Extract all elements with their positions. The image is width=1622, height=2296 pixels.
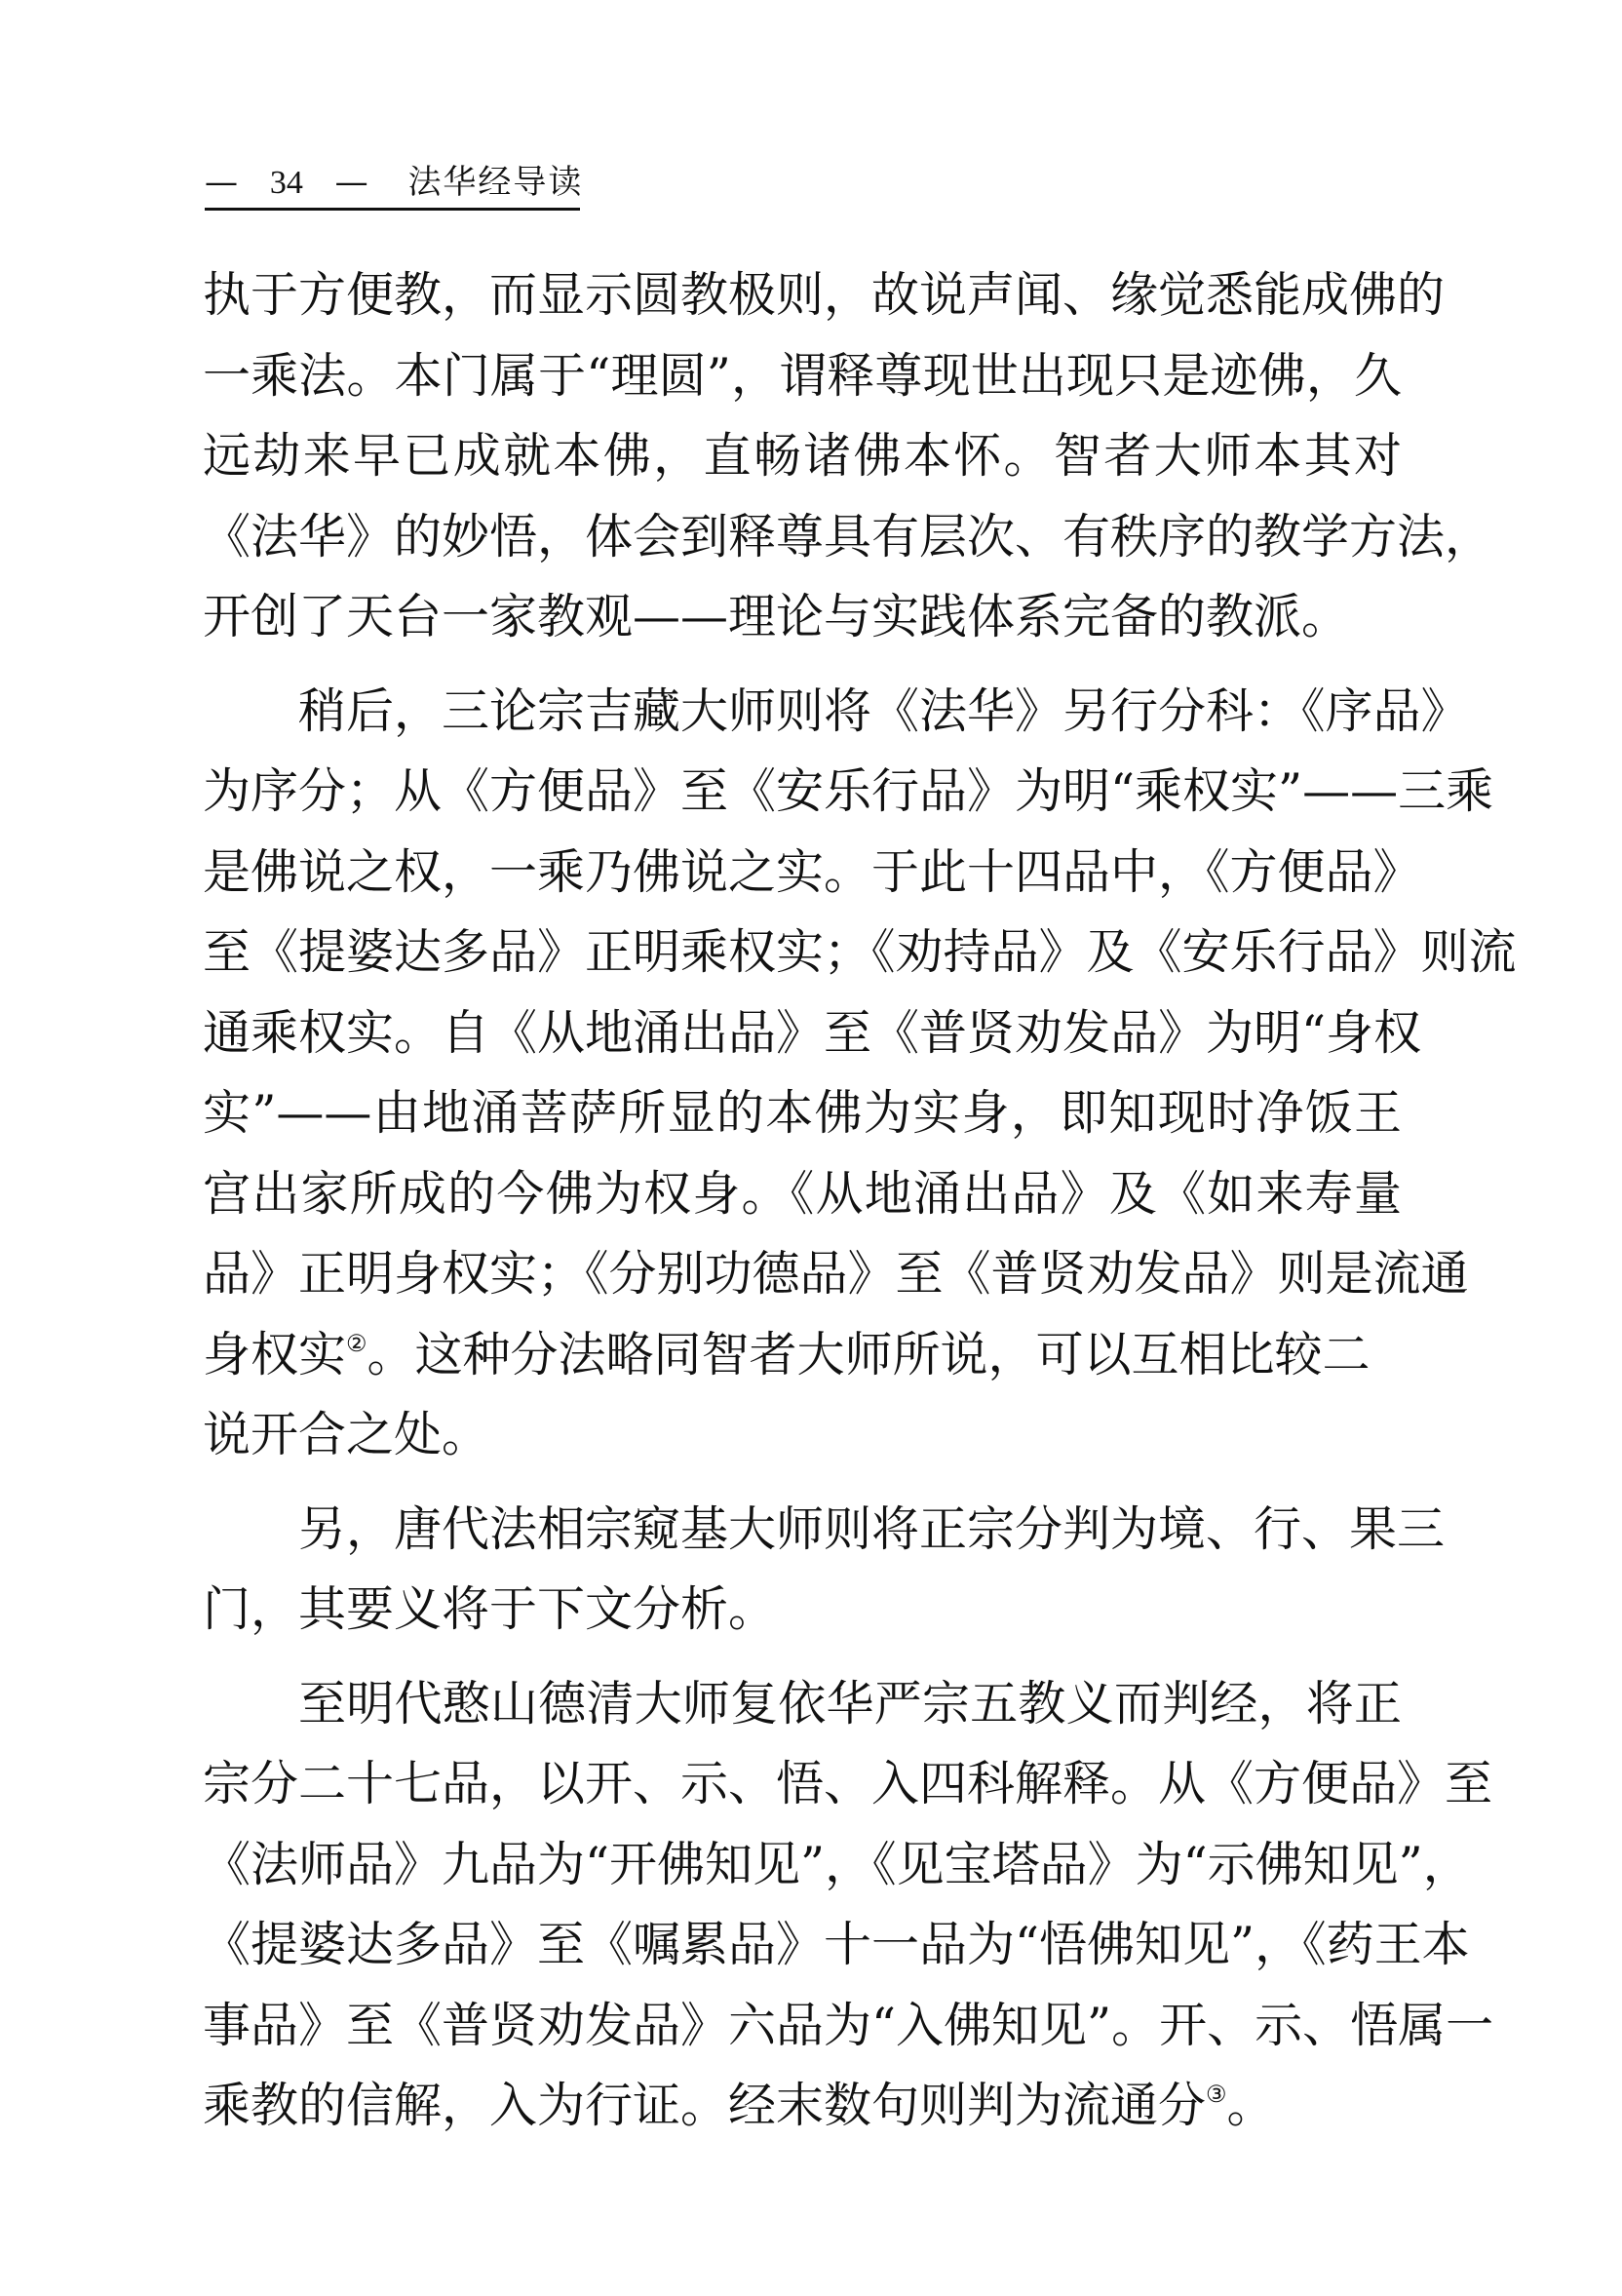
text-line: 另，唐代法相宗窥基大师则将正宗分判为境、行、果三 xyxy=(298,1500,1446,1557)
text-line: 实”——由地涌菩萨所显的本佛为实身，即知现时净饭王 xyxy=(203,1085,1402,1141)
text-line: 宫出家所成的今佛为权身。《从地涌出品》及《如来寿量 xyxy=(203,1165,1402,1222)
text-segment: 身权实 xyxy=(203,1326,347,1382)
text-line: 说开合之处。 xyxy=(203,1407,490,1462)
text-line: 至明代憨山德清大师复依华严宗五教义而判经，将正 xyxy=(298,1675,1402,1732)
text-line: 《法师品》九品为“开佛知见”，《见宝塔品》为“示佛知见”， xyxy=(203,1836,1471,1892)
header-dash-left: — xyxy=(205,163,238,202)
text-line: 门，其要义将于下文分析。 xyxy=(203,1581,777,1637)
book-title: 法华经导读 xyxy=(407,163,584,202)
paragraph-gap xyxy=(203,658,1402,672)
text-segment: 。这种分法略同智者大师所说，可以互相比较二 xyxy=(367,1326,1371,1382)
footnote-marker: ③ xyxy=(1206,2081,1227,2108)
text-line: 远劫来早已成就本佛，直畅诸佛本怀。智者大师本其对 xyxy=(203,428,1402,484)
header-dash-right: — xyxy=(334,163,368,202)
text-line: 事品》至《普贤劝发品》六品为“入佛知见”。开、示、悟属一 xyxy=(203,1997,1494,2053)
text-line: 开创了天台一家教观——理论与实践体系完备的教派。 xyxy=(203,589,1350,644)
text-line: 执于方便教，而显示圆教极则，故说声闻、缘觉悉能成佛的 xyxy=(203,267,1446,323)
text-line: 稍后，三论宗吉藏大师则将《法华》另行分科：《序品》 xyxy=(298,682,1469,739)
page-number: 34 xyxy=(269,165,303,201)
text-line-with-footnote xyxy=(203,2066,1402,2147)
text-line: 宗分二十七品，以开、示、悟、入四科解释。从《方便品》至 xyxy=(203,1756,1493,1811)
paragraph-gap xyxy=(203,1476,1402,1490)
text-line: 品》正明身权实；《分别功德品》至《普贤劝发品》则是流通 xyxy=(203,1246,1469,1302)
paragraph-gap xyxy=(203,1651,1402,1664)
running-header xyxy=(205,161,584,211)
text-line: 通乘权实。自《从地涌出品》至《普贤劝发品》为明“身权 xyxy=(203,1004,1422,1061)
text-segment: 乘教的信解，入为行证。经末数句则判为流通分 xyxy=(203,2078,1207,2133)
footnote-marker: ② xyxy=(346,1329,367,1357)
text-segment: 。 xyxy=(1226,2078,1275,2133)
text-line: 为序分；从《方便品》至《安乐行品》为明“乘权实”——三乘 xyxy=(203,763,1494,819)
text-line: 至《提婆达多品》正明乘权实；《劝持品》及《安乐行品》则流 xyxy=(203,924,1517,980)
text-line: 《提婆达多品》至《嘱累品》十一品为“悟佛知见”，《药王本 xyxy=(203,1917,1470,1972)
text-line: 一乘法。本门属于“理圆”，谓释尊现世出现只是迹佛，久 xyxy=(203,347,1402,404)
text-line-with-footnote xyxy=(203,1315,1402,1396)
body-text xyxy=(203,255,1517,2147)
text-line: 是佛说之权，一乘乃佛说之实。于此十四品中，《方便品》 xyxy=(203,843,1421,900)
text-line: 《法华》的妙悟，体会到释尊具有层次、有秩序的教学方法， xyxy=(203,508,1493,564)
